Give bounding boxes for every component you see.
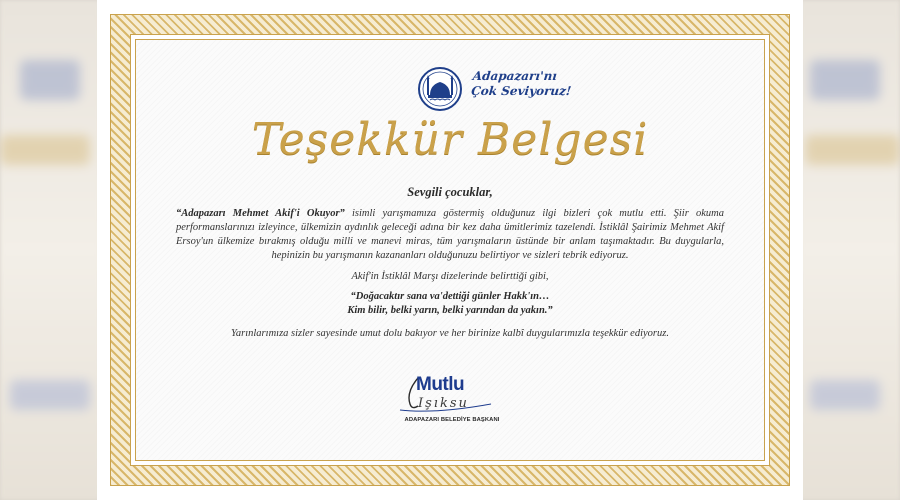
paragraph-2: Akif'in İstiklâl Marşı dizelerinde belirttiği gibi, (351, 271, 549, 282)
municipality-logo (418, 67, 572, 113)
competition-name: “Adapazarı Mehmet Akif'i Okuyor” (176, 208, 345, 219)
greeting: Sevgili çocuklar, (407, 185, 493, 199)
signature-role: ADAPAZARI BELEDİYE BAŞKANI (404, 417, 500, 423)
slogan-line-2: Çok Seviyoruz! (470, 84, 572, 98)
paragraph-1 (176, 207, 724, 263)
paragraph-3: Yarınlarımıza sizler sayesinde umut dolu bakıyor ve her birinize kalbî duygularımızla teşekkür ediyoruz. (231, 328, 669, 339)
certificate-sheet (97, 0, 803, 500)
slogan-line-1: Adapazarı'nı (472, 69, 558, 83)
paragraph-1-text: isimli yarışmamıza göstermiş olduğunuz ilgi bizleri çok mutlu etti. Şiir okuma performanslarınızı izleyince, ülkemizin aydınlık geleceği adına bir kez daha ümitlerimiz tazelendi. İstiklâl Şairimiz Mehmet Akif Ersoy'un ülkemize bırakmış olduğu milli ve manevi miras, tüm yarışmaların üstünde bir anlam taşımaktadır. Bu duygularla, hepinizin bu yarışmanın kazananları olduğunuzu belirtiyor ve sizleri tebrik ediyoruz. (176, 208, 724, 261)
certificate-title: Teşekkür Belgesi (251, 114, 649, 165)
verse-line-2: Kim bilir, belki yarın, belki yarından da yakın.” (347, 305, 553, 316)
signature-name: Mutlu (416, 374, 465, 395)
verse-line-1: “Doğacaktır sana va'dettiği günler Hakk'ın… (350, 291, 550, 302)
certificate-body (176, 185, 724, 341)
blurred-background-right (800, 0, 900, 500)
signature-block (382, 374, 522, 430)
slogan (470, 69, 573, 99)
blurred-background-left (0, 0, 100, 500)
anthem-verse (176, 290, 724, 318)
certificate-content (136, 40, 764, 460)
mosque-emblem-icon (418, 67, 462, 111)
signature-surname-script: Işıksu (418, 396, 469, 411)
